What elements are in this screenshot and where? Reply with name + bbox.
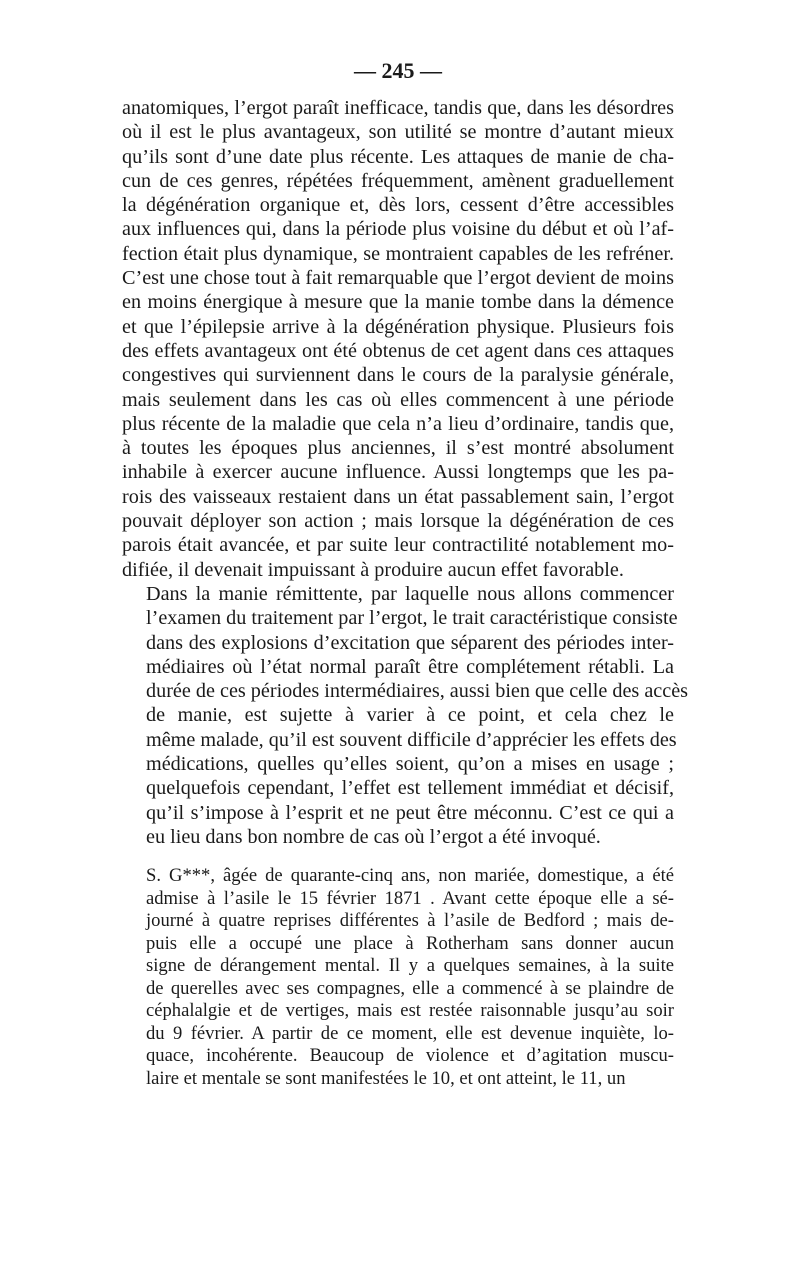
text-line: Dans la manie rémittente, par laquelle nous allons commencer <box>146 582 674 605</box>
text-line: signe de dérangement mental. Il y a quelques semaines, à la suite <box>146 955 674 977</box>
text-line: médiaires où l’état normal paraît être complétement rétabli. La <box>146 655 674 678</box>
text-line: dans des explosions d’excitation que séparent des périodes inter- <box>146 631 674 654</box>
text-line: durée de ces périodes intermédiaires, aussi bien que celle des accès <box>146 680 689 703</box>
text-line: à toutes les époques plus anciennes, il s’est montré absolument <box>122 437 674 460</box>
text-line: parois était avancée, et par suite leur contractilité notablement mo- <box>122 534 674 557</box>
book-page <box>122 56 689 1090</box>
text-line: difiée, il devenait impuissant à produire aucun effet favorable. <box>122 558 624 581</box>
text-line: congestives qui surviennent dans le cours de la paralysie générale, <box>122 364 674 387</box>
paragraph-case-report <box>122 865 674 1090</box>
text-line: pouvait déployer son action ; mais lorsque la dégénération de ces <box>122 510 674 533</box>
text-line: eu lieu dans bon nombre de cas où l’ergot a été invoqué. <box>146 825 601 848</box>
text-line: plus récente de la maladie que cela n’a lieu d’ordinaire, tandis que, <box>122 412 674 435</box>
text-line: quelquefois cependant, l’effet est tellement immédiat et décisif, <box>146 777 674 800</box>
paragraph-ergot-efficacy <box>122 96 674 582</box>
text-line: laire et mentale se sont manifestées le 10, et ont atteint, le 11, un <box>146 1067 626 1089</box>
text-line: de manie, est sujette à varier à ce point, et cela chez le <box>146 704 674 727</box>
text-line: des effets avantageux ont été obtenus de cet agent dans ces attaques <box>122 339 674 362</box>
text-line: anatomiques, l’ergot paraît inefficace, tandis que, dans les désordres <box>122 97 674 119</box>
text-line: C’est une chose tout à fait remarquable que l’ergot devient de moins <box>122 267 674 290</box>
text-line: journé à quatre reprises différentes à l’asile de Bedford ; mais de- <box>146 910 674 932</box>
text-line: quace, incohérente. Beaucoup de violence et d’agitation muscu- <box>146 1045 674 1067</box>
text-line: puis elle a occupé une place à Rotherham sans donner aucun <box>146 932 674 954</box>
text-line: cun de ces genres, répétées fréquemment, amènent graduellement <box>122 169 674 192</box>
text-line: S. G***, âgée de quarante-cinq ans, non mariée, domestique, a été <box>146 865 674 887</box>
text-line: inhabile à exercer aucune influence. Aussi longtemps que les pa- <box>122 461 674 484</box>
text-line: médications, quelles qu’elles soient, qu’on a mises en usage ; <box>146 753 674 776</box>
text-line: aux influences qui, dans la période plus voisine du début et où l’af- <box>122 218 674 241</box>
text-line: même malade, qu’il est souvent difficile d’apprécier les effets des <box>146 728 677 751</box>
text-line: en moins énergique à mesure que la manie tombe dans la démence <box>122 291 674 314</box>
text-line: céphalalgie et de vertiges, mais est restée raisonnable jusqu’au soir <box>146 1000 674 1022</box>
text-line: rois des vaisseaux restaient dans un état passablement sain, l’ergot <box>122 485 674 508</box>
text-line: l’examen du traitement par l’ergot, le trait caractéristique consiste <box>146 607 678 630</box>
text-line: la dégénération organique et, dès lors, cessent d’être accessibles <box>122 194 674 217</box>
paragraph-remittent-mania <box>122 582 689 849</box>
text-line: qu’il s’impose à l’esprit et ne peut être méconnu. C’est ce qui a <box>146 801 674 824</box>
text-line: où il est le plus avantageux, son utilité se montre d’autant mieux <box>122 121 674 144</box>
text-line: admise à l’asile le 15 février 1871 . Avant cette époque elle a sé- <box>146 887 674 909</box>
text-line: fection était plus dynamique, se montraient capables de les refréner. <box>122 242 674 265</box>
text-line: de querelles avec ses compagnes, elle a commencé à se plaindre de <box>146 977 674 999</box>
text-line: et que l’épilepsie arrive à la dégénération physique. Plusieurs fois <box>122 315 674 338</box>
text-line: du 9 février. A partir de ce moment, elle est devenue inquiète, lo- <box>146 1022 674 1044</box>
text-line: qu’ils sont d’une date plus récente. Les attaques de manie de cha- <box>122 145 674 168</box>
text-line: mais seulement dans les cas où elles commencent à une période <box>122 388 674 411</box>
page-number: — 245 — <box>354 58 442 83</box>
